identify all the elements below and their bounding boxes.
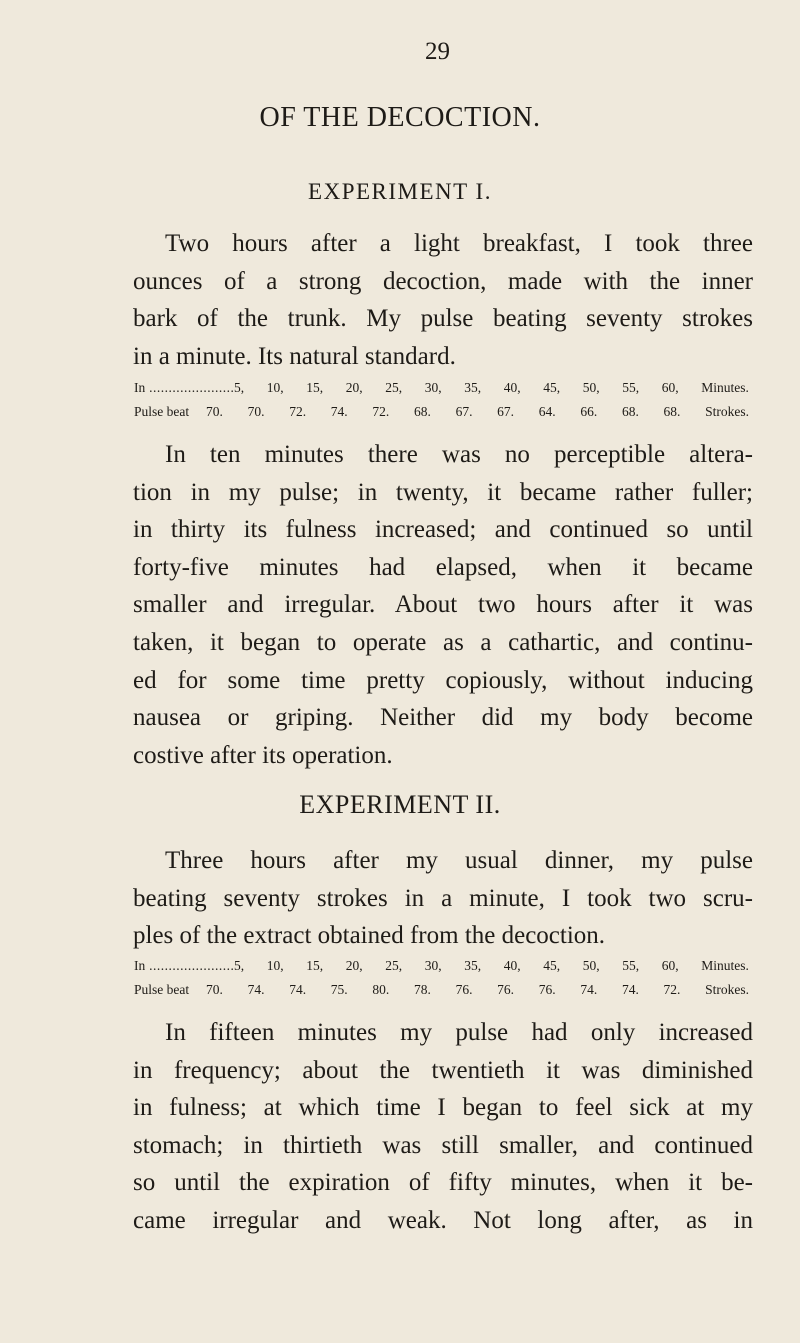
table-cell: 72. xyxy=(372,404,390,419)
table-cell: 20, xyxy=(345,958,363,973)
table-cell: 68. xyxy=(663,404,681,419)
table-cell: 74. xyxy=(247,982,265,997)
table-cell: 70. xyxy=(247,404,265,419)
table-cell: 25, xyxy=(385,380,403,395)
table-cell: 15, xyxy=(306,958,324,973)
text-line: in fulness; at which time I began to feel sick at my xyxy=(133,1094,753,1122)
experiment-1-results xyxy=(133,436,753,774)
row-label: In ..... xyxy=(134,958,234,974)
table-cell: 55, xyxy=(622,958,640,973)
text-line: In ten minutes there was no perceptible altera- xyxy=(165,441,753,468)
table-cell: 67. xyxy=(455,404,473,419)
table-cell: 66. xyxy=(580,404,598,419)
text-line: tion in my pulse; in twenty, it became rather fuller; xyxy=(133,478,753,506)
table-cell: 72. xyxy=(663,982,681,997)
table-cell: 35, xyxy=(464,958,482,973)
row-label: Pulse beat xyxy=(134,404,190,419)
text-line: in a minute. Its natural standard. xyxy=(133,342,456,370)
table-cell: 74. xyxy=(580,982,598,997)
table-cell: 76. xyxy=(497,982,515,997)
experiment-1-pulse-row xyxy=(134,404,749,420)
table-cell: 25, xyxy=(385,958,403,973)
text-line: In fifteen minutes my pulse had only increased xyxy=(165,1019,753,1046)
table-cell: 74. xyxy=(330,404,348,419)
table-cell: 30, xyxy=(424,958,442,973)
table-cell: 76. xyxy=(455,982,473,997)
table-cell: 5, xyxy=(234,958,245,973)
table-cell: 5, xyxy=(234,380,245,395)
table-cell: 45, xyxy=(543,958,561,973)
text-line: ounces of a strong decoction, made with the inner xyxy=(133,267,753,295)
table-cell: 74. xyxy=(289,982,307,997)
chapter-heading: OF THE DECOCTION. xyxy=(259,102,541,133)
table-cell: 80. xyxy=(372,982,390,997)
experiment-1-minutes-row xyxy=(134,380,749,396)
table-cell: 60, xyxy=(661,380,679,395)
text-line: ples of the extract obtained from the decoction. xyxy=(133,922,606,950)
table-cell: 60, xyxy=(661,958,679,973)
table-cell: 64. xyxy=(538,404,556,419)
table-cell: 35, xyxy=(464,380,482,395)
table-cell: 40, xyxy=(503,380,521,395)
experiment-1-intro xyxy=(133,225,753,375)
table-cell: 76. xyxy=(538,982,556,997)
table-cell: Strokes. xyxy=(705,982,749,997)
text-line: smaller and irregular. About two hours after it was xyxy=(133,591,753,619)
table-cell: 15, xyxy=(306,380,324,395)
row-label: Pulse beat xyxy=(134,982,190,997)
experiment-2-intro xyxy=(133,842,753,955)
table-cell: Minutes. xyxy=(701,958,749,973)
text-line: costive after its operation. xyxy=(133,741,393,769)
table-cell: 20, xyxy=(345,380,363,395)
table-cell: 70. xyxy=(206,982,223,997)
text-line: so until the expiration of fifty minutes, when it be- xyxy=(133,1169,753,1197)
table-cell: 74. xyxy=(621,982,639,997)
experiment-2-title: EXPERIMENT II. xyxy=(299,790,501,819)
table-cell: 55, xyxy=(622,380,640,395)
table-cell: 50, xyxy=(582,380,600,395)
table-cell: 30, xyxy=(424,380,442,395)
table-cell: Minutes. xyxy=(701,380,749,395)
text-line: came irregular and weak. Not long after, as in xyxy=(133,1206,753,1234)
table-cell: 78. xyxy=(413,982,431,997)
table-cell: Strokes. xyxy=(705,404,749,419)
text-line: Three hours after my usual dinner, my pulse xyxy=(165,847,753,874)
table-cell: 40, xyxy=(503,958,521,973)
table-cell: 72. xyxy=(289,404,307,419)
text-line: Two hours after a light breakfast, I took three xyxy=(165,230,753,257)
page-number: 29 xyxy=(425,38,450,65)
text-line: forty-five minutes had elapsed, when it became xyxy=(133,553,753,581)
text-line: in frequency; about the twentieth it was diminished xyxy=(133,1056,753,1084)
text-line: in thirty its fulness increased; and continued so until xyxy=(133,516,753,544)
table-cell: 50, xyxy=(582,958,600,973)
experiment-2-pulse-row xyxy=(134,982,749,998)
text-line: taken, it began to operate as a cathartic, and continu- xyxy=(133,628,753,656)
table-cell: 68. xyxy=(413,404,431,419)
table-cell: 67. xyxy=(497,404,515,419)
table-cell: 10, xyxy=(266,380,284,395)
table-cell: 10, xyxy=(266,958,284,973)
text-line: bark of the trunk. My pulse beating seventy strokes xyxy=(133,305,753,333)
row-label: In ..... xyxy=(134,380,234,396)
text-line: nausea or griping. Neither did my body become xyxy=(133,704,753,732)
experiment-2-results xyxy=(133,1014,753,1240)
experiment-1-title: EXPERIMENT I. xyxy=(308,179,492,204)
table-cell: 75. xyxy=(330,982,348,997)
text-line: stomach; in thirtieth was still smaller, and continued xyxy=(133,1131,753,1159)
experiment-2-minutes-row xyxy=(134,958,749,974)
table-cell: 68. xyxy=(621,404,639,419)
text-line: ed for some time pretty copiously, without inducing xyxy=(133,666,753,694)
text-line: beating seventy strokes in a minute, I took two scru- xyxy=(133,884,753,912)
table-cell: 70. xyxy=(206,404,223,419)
table-cell: 45, xyxy=(543,380,561,395)
